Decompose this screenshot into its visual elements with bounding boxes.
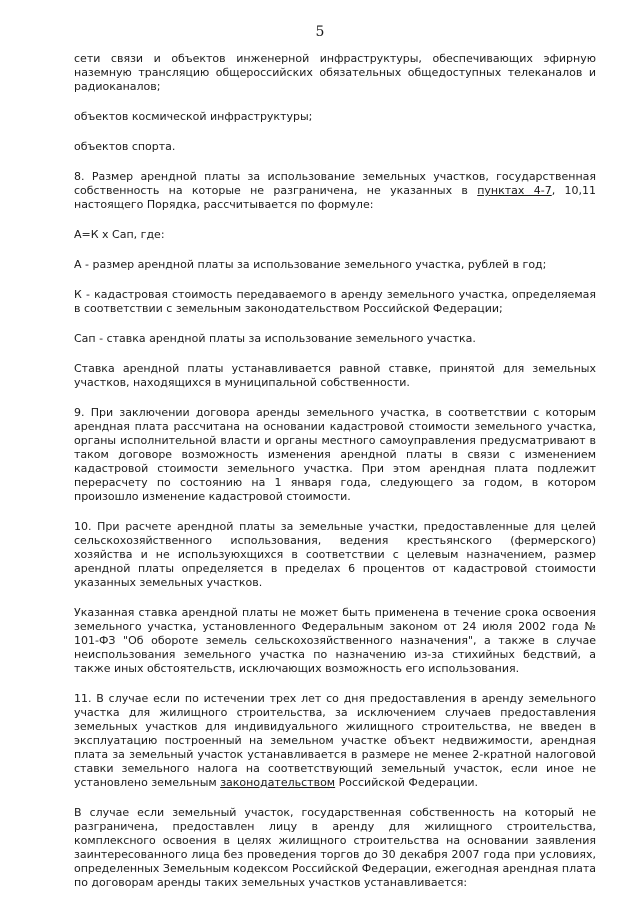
paragraph-infrastructure-networks: сети связи и объектов инженерной инфраструктуры, обеспечивающих эфирную наземную трансляцию общероссийских обязательных общедоступных телеканалов и радиоканалов;	[74, 52, 596, 93]
paragraph-item-9: 9. При заключении договора аренды земельного участка, в соответствии с которым арендная плата рассчитана на основании кадастровой стоимости земельного участка, органы исполнительной власти и органы местного самоуправления предусматривают в таком договоре возможность изменения арендной платы в связи с изменением кадастровой стоимости земельного участка. При этом арендная плата подлежит перерасчету по состоянию на 1 января года, следующего за годом, в котором произошло изменение кадастровой стоимости.	[74, 406, 596, 503]
paragraph-sport-objects: объектов спорта.	[74, 140, 176, 153]
paragraph-space-infrastructure: объектов космической инфраструктуры;	[74, 110, 313, 123]
paragraph-item-11-text-start: 11. В случае если по истечении трех лет со дня предоставления в аренду земельного участка для жилищного строительства, за исключением случаев предоставления земельных участков для индивидуального жилищного строительства, не введен в эксплуатацию построенный на земельном участке объект недвижимости, арендная плата за земельный участок устанавливается в размере не менее 2-кратной налоговой ставки земельного налога на соответствующий земельный участок, если иное не установлено земельным	[74, 692, 596, 789]
paragraph-housing-lease: В случае если земельный участок, государственная собственность на который не разграничена, предоставлен лицу в аренду для жилищного строительства, комплексного освоения в целях жилищного строительства на основании заявления заинтересованного лица без проведения торгов до 30 декабря 2007 года при условиях, определенных Земельным кодексом Российской Федерации, ежегодная арендная плата по договорам аренды таких земельных участков устанавливается:	[74, 806, 596, 889]
document-body	[74, 52, 596, 906]
paragraph-definition-a: А - размер арендной платы за использование земельного участка, рублей в год;	[74, 258, 547, 271]
paragraph-item-8	[74, 170, 596, 212]
paragraph-rate-equal: Ставка арендной платы устанавливается равной ставке, принятой для земельных участков, находящихся в муниципальной собственности.	[74, 362, 596, 389]
page-number: 5	[315, 24, 325, 40]
paragraph-item-8-text-start: 8. Размер арендной платы за использование земельных участков, государственная собственность на которые не разграничена, не указанных в	[74, 170, 596, 197]
paragraph-item-8-text-end: , 10,11 настоящего Порядка, рассчитывается по формуле:	[74, 184, 596, 211]
link-items-4-7[interactable]: пунктах 4-7	[477, 184, 552, 197]
paragraph-definition-sap: Сап - ставка арендной платы за использование земельного участка.	[74, 332, 476, 345]
paragraph-definition-k: К - кадастровая стоимость передаваемого в аренду земельного участка, определяемая в соответствии с земельным законодательством Российской Федерации;	[74, 288, 596, 315]
paragraph-item-11-text-end: Российской Федерации.	[335, 776, 479, 789]
paragraph-rate-exception: Указанная ставка арендной платы не может быть применена в течение срока освоения земельного участка, установленного Федеральным законом от 24 июля 2002 года № 101-ФЗ "Об обороте земель сельскохозяйственного назначения", а также в случае неиспользования земельного участка по назначению из-за стихийных бедствий, а также иных обстоятельств, исключающих возможность его использования.	[74, 606, 596, 675]
paragraph-item-11	[74, 692, 596, 790]
paragraph-formula: А=К х Сап, где:	[74, 228, 165, 241]
link-legislation[interactable]: законодательством	[220, 776, 336, 789]
paragraph-item-10: 10. При расчете арендной платы за земельные участки, предоставленные для целей сельскохозяйственного использования, ведения крестьянского (фермерского) хозяйства и не используюхщихся в соответствии с целевым назначением, размер арендной платы определяется в пределах 6 процентов от кадастровой стоимости указанных земельных участков.	[74, 520, 596, 589]
